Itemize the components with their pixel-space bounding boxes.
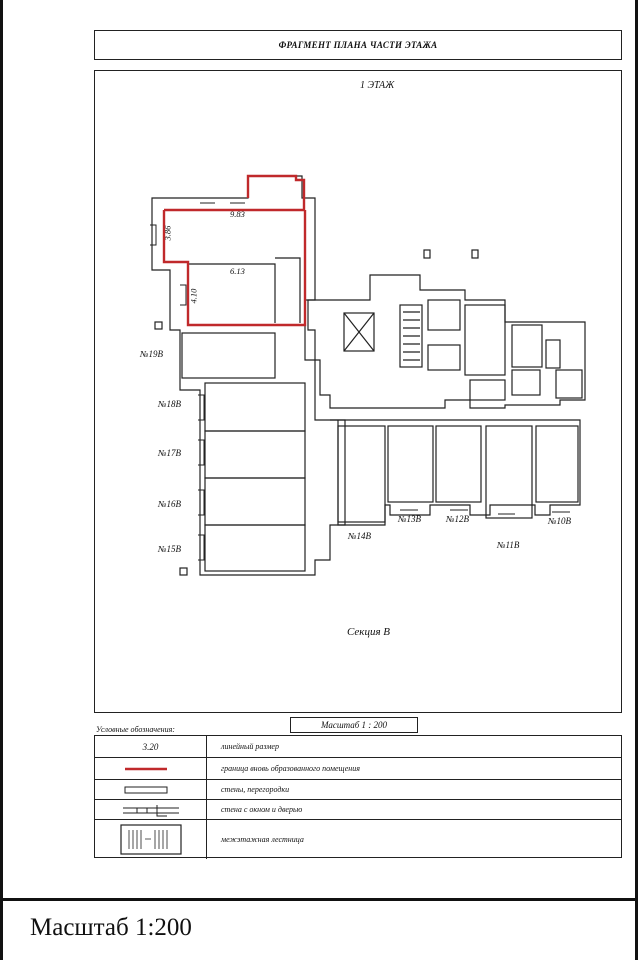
legend-symbol-walls xyxy=(95,780,207,799)
apt-label-14: №14В xyxy=(348,531,371,541)
apt-label-18: №18В xyxy=(158,399,181,409)
legend-row-dimension xyxy=(95,736,621,758)
apt-label-11: №11В xyxy=(497,540,520,550)
apt-label-12: №12В xyxy=(446,514,469,524)
apt-label-15: №15В xyxy=(158,544,181,554)
left-wing-outline xyxy=(152,176,345,575)
legend-table xyxy=(94,735,622,858)
footer-scale: Масштаб 1:200 xyxy=(30,914,192,941)
legend-label-walls: стены, перегородки xyxy=(221,785,290,794)
legend-label-boundary: граница вновь образованного помещения xyxy=(221,764,360,773)
legend-scale: Масштаб 1 : 200 xyxy=(290,717,418,733)
apt-13-room xyxy=(388,426,433,502)
apt-15-room xyxy=(205,525,305,571)
apt-label-17: №17В xyxy=(158,448,181,458)
legend-caption: Условные обозначения: xyxy=(96,725,175,734)
dimension-613: 6.13 xyxy=(230,266,245,276)
legend-label-window-door: стена с окном и дверью xyxy=(221,805,303,814)
central-core-outline xyxy=(305,275,585,408)
drawing-title: ФРАГМЕНТ ПЛАНА ЧАСТИ ЭТАЖА xyxy=(278,40,438,50)
legend-sample-dimension: 3.20 xyxy=(142,741,159,752)
apt-19-room xyxy=(182,333,275,378)
legend-label-dimension: линейный размер xyxy=(221,742,279,751)
legend-row-walls xyxy=(95,780,621,800)
dimension-983: 9.83 xyxy=(230,209,245,219)
apt-label-19: №19В xyxy=(140,349,163,359)
footer-divider xyxy=(0,898,638,901)
apt-11-room xyxy=(486,426,532,518)
apt-12-room xyxy=(436,426,481,502)
legend-row-stair xyxy=(95,820,621,859)
legend-symbol-boundary xyxy=(95,758,207,779)
apt-label-13: №13В xyxy=(398,514,421,524)
apt-17-room xyxy=(205,431,305,478)
apt-18-room xyxy=(205,383,305,431)
legend-row-boundary xyxy=(95,758,621,780)
floor-label: 1 ЭТАЖ xyxy=(360,80,395,91)
apt-10-room xyxy=(536,426,578,502)
legend-label-stair: межэтажная лестница xyxy=(221,835,304,844)
legend-row-window-door xyxy=(95,800,621,820)
dimension-386: 3.86 xyxy=(162,225,173,241)
legend-symbol-dimension xyxy=(95,736,207,757)
apt-label-10: №10В xyxy=(548,516,571,526)
legend-symbol-window-door xyxy=(95,800,207,819)
bottom-row-outline xyxy=(330,420,580,525)
apt-label-16: №16В xyxy=(158,499,181,509)
apt-16-room xyxy=(205,478,305,525)
dimension-410: 4.10 xyxy=(188,288,199,304)
legend-symbol-stair xyxy=(95,820,207,859)
section-label: Секция В xyxy=(347,626,391,638)
